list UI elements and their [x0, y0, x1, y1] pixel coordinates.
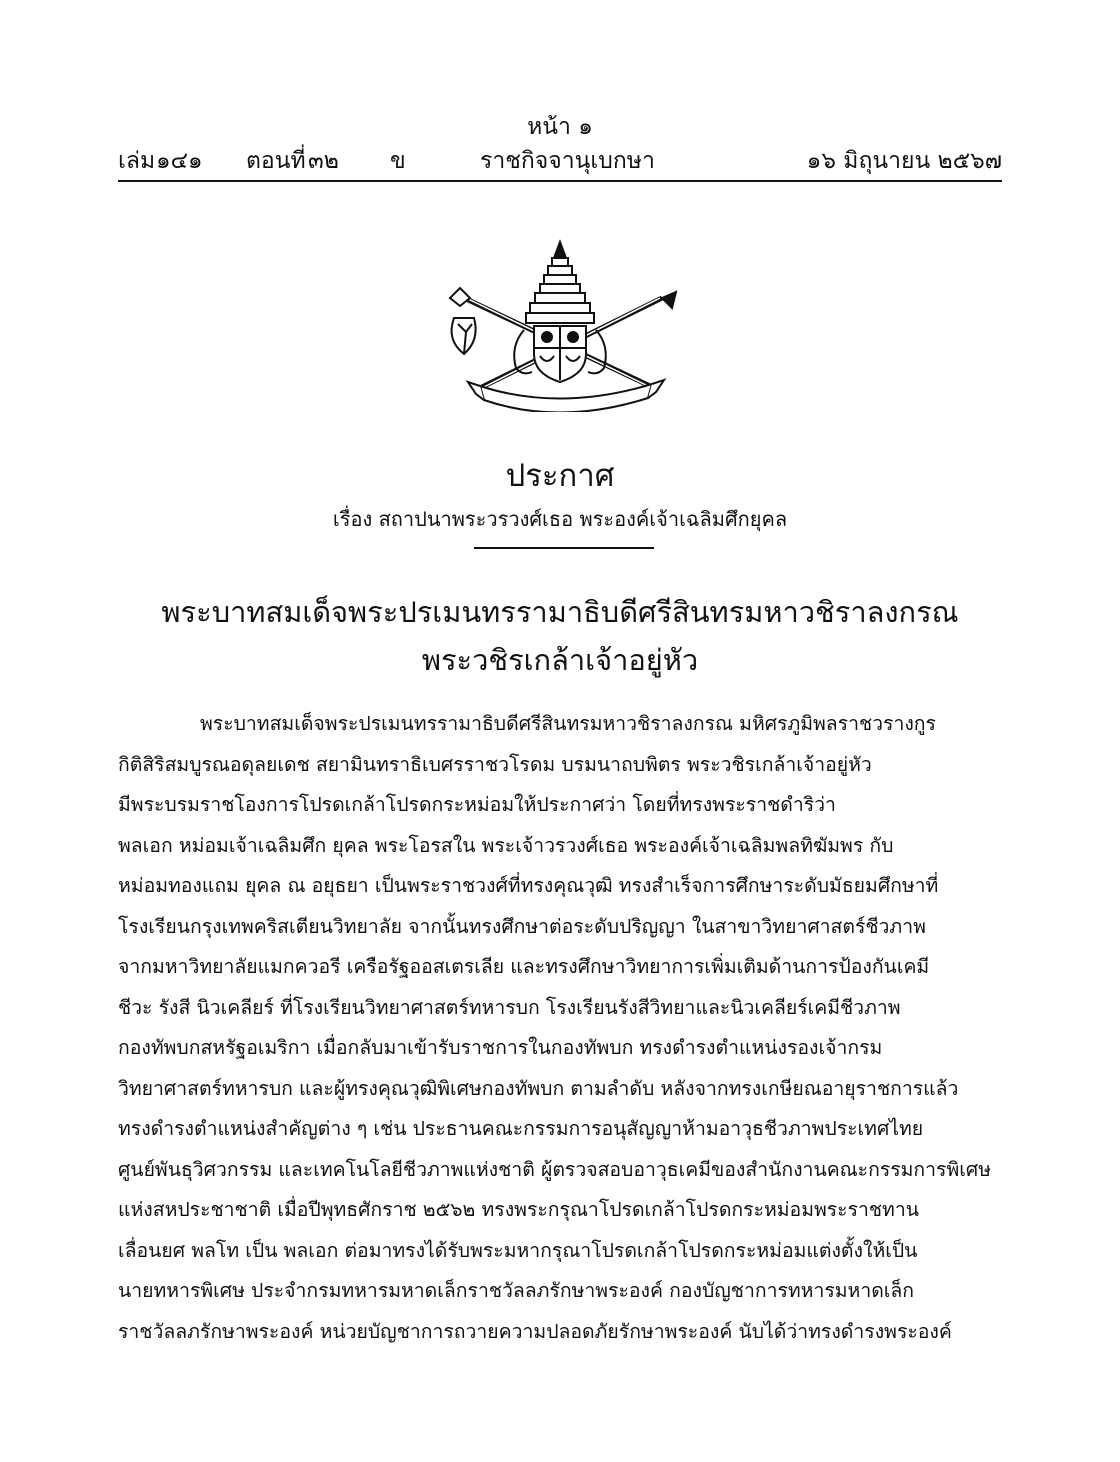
body-line: จากมหาวิทยาลัยแมกควอรี เครือรัฐออสเตรเลีย และทรงศึกษาวิทยาการเพิ่มเติมด้านการป้องกันเคมี — [118, 955, 930, 978]
announcement-type: ประกาศ — [505, 458, 615, 494]
body-line: หม่อมทองแถม ยุคล ณ อยุธยา เป็นพระราชวงศ์ที่ทรงคุณวุฒิ ทรงสำเร็จการศึกษาระดับมัธยมศึกษาที่ — [118, 874, 939, 897]
body-line: ทรงดำรงตำแหน่งสำคัญต่าง ๆ เช่น ประธานคณะกรรมการอนุสัญญาห้ามอาวุธชีวภาพประเทศไทย — [118, 1117, 924, 1140]
royal-seal-icon — [440, 236, 680, 412]
publication-date: ๑๖ มิถุนายน ๒๕๖๗ — [806, 148, 1002, 174]
announcement-body — [118, 704, 1002, 1352]
body-line: ชีวะ รังสี นิวเคลียร์ ที่โรงเรียนวิทยาศาสตร์ทหารบก โรงเรียนรังสีวิทยาและนิวเคลียร์เคมีชีวภาพ — [118, 995, 901, 1019]
gazette-name: ราชกิจจานุเบกษา — [480, 148, 655, 174]
body-line: แห่งสหประชาชาติ เมื่อปีพุทธศักราช ๒๕๖๒ ทรงพระกรุณาโปรดเกล้าโปรดกระหม่อมพระราชทาน — [118, 1198, 919, 1221]
body-line: วิทยาศาสตร์ทหารบก และผู้ทรงคุณวุฒิพิเศษกองทัพบก ตามลำดับ หลังจากทรงเกษียณอายุราชการแล้ว — [118, 1076, 959, 1100]
king-title — [0, 588, 1120, 684]
announcement-subject: เรื่อง สถาปนาพระวรวงศ์เธอ พระองค์เจ้าเฉลิมศึกยุคล — [332, 507, 788, 531]
gazette-header — [118, 146, 1002, 178]
body-line: นายทหารพิเศษ ประจำกรมทหารมหาดเล็กราชวัลลภรักษาพระองค์ กองบัญชาการทหารมหาดเล็ก — [118, 1279, 915, 1302]
king-title-line-1: พระบาทสมเด็จพระปรเมนทรรามาธิบดีศรีสินทรมหาวชิราลงกรณ — [161, 595, 959, 629]
body-line: โรงเรียนกรุงเทพคริสเตียนวิทยาลัย จากนั้นทรงศึกษาต่อระดับปริญญา ในสาขาวิทยาศาสตร์ชีวภาพ — [118, 914, 926, 938]
body-line: กองทัพบกสหรัฐอเมริกา เมื่อกลับมาเข้ารับราชการในกองทัพบก ทรงดำรงตำแหน่งรองเจ้ากรม — [118, 1036, 883, 1059]
king-title-line-2: พระวชิรเกล้าเจ้าอยู่หัว — [421, 643, 699, 677]
body-line: พลเอก หม่อมเจ้าเฉลิมศึก ยุคล พระโอรสใน พระเจ้าวรวงศ์เธอ พระองค์เจ้าเฉลิมพลทิฆัมพร กับ — [118, 833, 894, 857]
body-line: มีพระบรมราชโองการโปรดเกล้าโปรดกระหม่อมให้ประกาศว่า โดยที่ทรงพระราชดำริว่า — [118, 793, 836, 816]
issue-label: ตอนที่ — [246, 148, 306, 174]
page-number: หน้า ๑ — [527, 114, 593, 140]
body-line: ราชวัลลภรักษาพระองค์ หน่วยบัญชาการถวายความปลอดภัยรักษาพระองค์ นับได้ว่าทรงดำรงพระองค์ — [118, 1319, 952, 1343]
subject-divider — [474, 547, 654, 549]
volume-number: ๑๔๑ — [156, 148, 203, 174]
body-line: พระบาทสมเด็จพระปรเมนทรรามาธิบดีศรีสินทรมหาวชิราลงกรณ มหิศรภูมิพลราชวรางกูร — [200, 712, 936, 735]
body-line: ศูนย์พันธุวิศวกรรม และเทคโนโลยีชีวภาพแห่งชาติ ผู้ตรวจสอบอาวุธเคมีของสำนักงานคณะกรรมการพิเศษ — [118, 1157, 991, 1181]
body-line: เลื่อนยศ พลโท เป็น พลเอก ต่อมาทรงได้รับพระมหากรุณาโปรดเกล้าโปรดกระหม่อมแต่งตั้งให้เป็น — [118, 1238, 918, 1262]
body-line: กิติสิริสมบูรณอดุลยเดช สยามินทราธิเบศรราชวโรดม บรมนาถบพิตร พระวชิรเกล้าเจ้าอยู่หัว — [118, 752, 872, 776]
header-divider — [118, 180, 1002, 182]
section-letter: ข — [390, 148, 406, 174]
issue-number: ๓๒ — [308, 148, 339, 174]
volume-label: เล่ม — [118, 148, 156, 174]
